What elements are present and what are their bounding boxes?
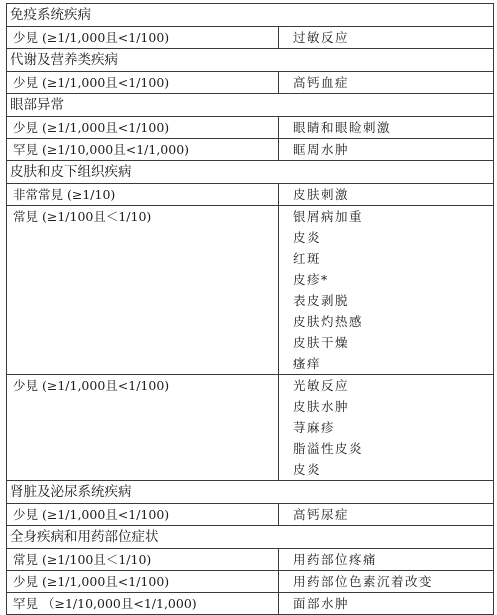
reaction-term: 高钙尿症 (293, 507, 350, 522)
table-row (7, 27, 494, 49)
reaction-terms-cell (279, 184, 494, 206)
table-row (7, 184, 494, 206)
section-header-row (7, 481, 494, 504)
section-title: 肾脏及泌尿系统疾病 (7, 481, 494, 504)
reaction-terms-cell (279, 549, 494, 571)
reaction-term: 皮肤灼热感 (293, 314, 364, 329)
reaction-term: 光敏反应 (293, 378, 350, 393)
reaction-term: 红斑 (293, 251, 322, 266)
section-header-row (7, 4, 494, 27)
frequency-cell: 常見 (≥1/100且＜1/10) (7, 549, 279, 571)
section-title: 皮肤和皮下组织疾病 (7, 161, 494, 184)
frequency-cell: 少見 (≥1/1,000且<1/100) (7, 571, 279, 593)
reaction-term: 皮炎 (293, 462, 322, 477)
reaction-term: 皮炎 (293, 230, 322, 245)
table-row (7, 72, 494, 94)
reaction-term: 银屑病加重 (293, 209, 364, 224)
reaction-term: 用药部位疼痛 (293, 552, 378, 567)
section-title: 免疫系统疾病 (7, 4, 494, 27)
frequency-cell: 少見 (≥1/1,000且<1/100) (7, 504, 279, 526)
reaction-term: 高钙血症 (293, 75, 350, 90)
adverse-reactions-table (6, 3, 494, 615)
reaction-term: 过敏反应 (293, 30, 350, 45)
frequency-cell: 少見 (≥1/1,000且<1/100) (7, 27, 279, 49)
reaction-term: 眶周水肿 (293, 142, 350, 157)
section-header-row (7, 94, 494, 117)
table-row (7, 593, 494, 615)
section-title: 眼部异常 (7, 94, 494, 117)
adverse-reactions-table-body (7, 4, 494, 615)
reaction-terms-cell (279, 504, 494, 526)
table-row (7, 549, 494, 571)
frequency-cell: 常見 (≥1/100且＜1/10) (7, 206, 279, 375)
section-title: 全身疾病和用药部位症状 (7, 526, 494, 549)
frequency-cell: 非常常見 (≥1/10) (7, 184, 279, 206)
reaction-terms-cell (279, 27, 494, 49)
reaction-term: 皮肤刺激 (293, 187, 350, 202)
reaction-terms-cell (279, 72, 494, 94)
reaction-terms-cell (279, 571, 494, 593)
table-row (7, 206, 494, 375)
reaction-term: 表皮剥脱 (293, 293, 350, 308)
section-header-row (7, 161, 494, 184)
reaction-term: 荨麻疹 (293, 420, 336, 435)
table-row (7, 375, 494, 481)
reaction-term: 皮肤干燥 (293, 335, 350, 350)
section-title: 代谢及营养类疾病 (7, 49, 494, 72)
reaction-terms-cell (279, 375, 494, 481)
frequency-cell: 少見 (≥1/1,000且<1/100) (7, 117, 279, 139)
table-row (7, 139, 494, 161)
reaction-terms-cell (279, 206, 494, 375)
reaction-term: 眼睛和眼睑刺激 (293, 120, 392, 135)
reaction-terms-cell (279, 593, 494, 615)
section-header-row (7, 49, 494, 72)
reaction-term: 用药部位色素沉着改变 (293, 574, 434, 589)
frequency-cell: 罕見 （≥1/10,000且<1/1,000) (7, 593, 279, 615)
reaction-term: 皮肤水肿 (293, 399, 350, 414)
reaction-terms-cell (279, 117, 494, 139)
table-row (7, 504, 494, 526)
frequency-cell: 少見 (≥1/1,000且<1/100) (7, 375, 279, 481)
reaction-term: 脂溢性皮炎 (293, 441, 364, 456)
section-header-row (7, 526, 494, 549)
reaction-terms-cell (279, 139, 494, 161)
frequency-cell: 罕見 (≥1/10,000且<1/1,000) (7, 139, 279, 161)
table-row (7, 117, 494, 139)
reaction-term: 瘙痒 (293, 356, 322, 371)
reaction-term: 面部水肿 (293, 596, 350, 611)
reaction-term: 皮疹* (293, 272, 329, 287)
table-row (7, 571, 494, 593)
frequency-cell: 少見 (≥1/1,000且<1/100) (7, 72, 279, 94)
